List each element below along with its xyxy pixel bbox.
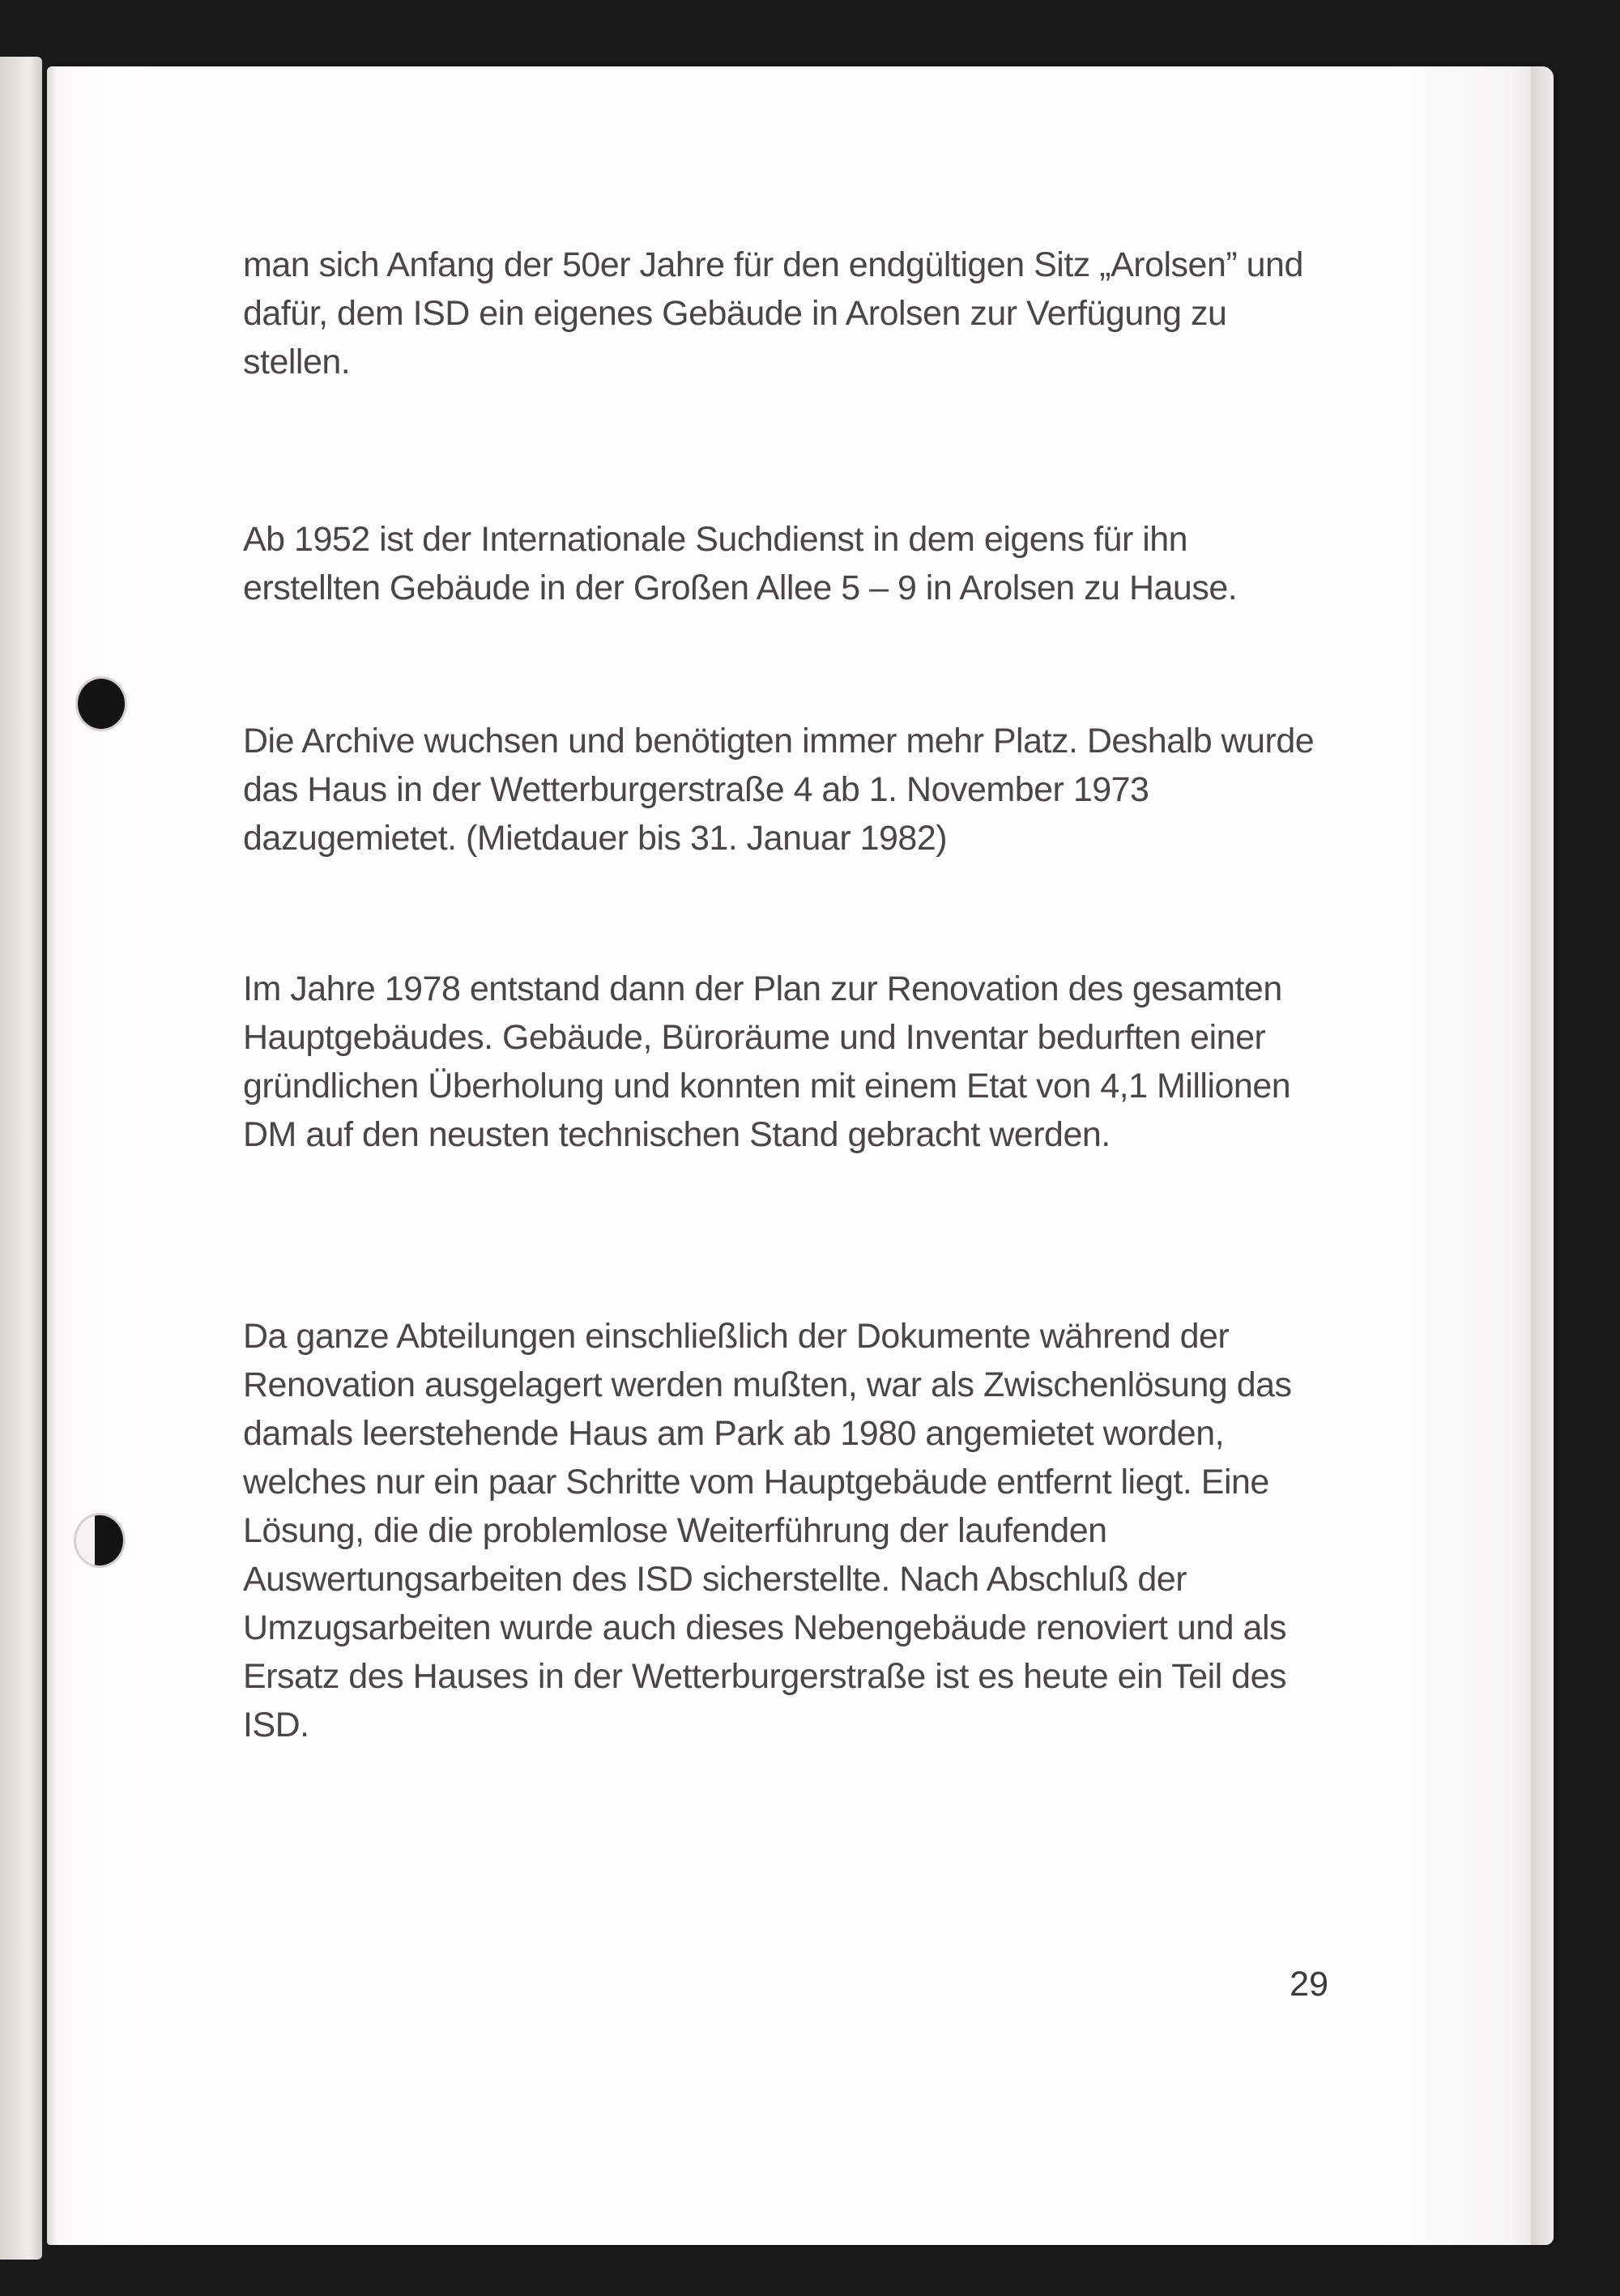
paragraph-building-1952: Ab 1952 ist der Internationale Suchdienst in dem eigens für ihn erstellten Gebäude in der Großen Allee 5 – 9 in Arolsen zu Hause. bbox=[243, 520, 1238, 607]
paragraph-archives-growth: Die Archive wuchsen und benötigten immer mehr Platz. Deshalb wurde das Haus in der Wetterburgerstraße 4 ab 1. November 1973 dazugemietet. (Mietdauer bis 31. Januar 1982) bbox=[243, 722, 1315, 858]
binding-shadow bbox=[47, 66, 58, 2245]
page-edge bbox=[1531, 66, 1554, 2245]
previous-page-edge bbox=[0, 57, 42, 2260]
punch-hole-bottom bbox=[74, 1513, 126, 1568]
page-number: 29 bbox=[1290, 1965, 1328, 2004]
paragraph-renovation-plan: Im Jahre 1978 entstand dann der Plan zur Renovation des gesamten Hauptgebäudes. Gebäude, Büroräume und Inventar bedurften einer gründlichen Überholung und konnten mit einem Etat von 4,1 Millionen DM auf den neusten technischen Stand gebracht werden. bbox=[243, 969, 1291, 1154]
punch-hole-top bbox=[75, 676, 127, 731]
paragraph-arolsen-seat: man sich Anfang der 50er Jahre für den endgültigen Sitz „Arolsen” und dafür, dem ISD ein eigenes Gebäude in Arolsen zur Verfügung zu stellen. bbox=[243, 245, 1303, 381]
paragraph-interim-solution: Da ganze Abteilungen einschließlich der Dokumente während der Renovation ausgelagert werden mußten, war als Zwischenlösung das damals leerstehende Haus am Park ab 1980 angemietet worden, welches nur ein paar Schritte vom Hauptgebäude entfernt liegt. Eine Lösung, die die problemlose Weiterführung der laufenden Auswertungsarbeiten des ISD sicherstellte. Nach Abschluß der Umzugsarbeiten wurde auch dieses Nebengebäude renoviert und als Ersatz des Hauses in der Wetterburgerstraße ist es heute ein Teil des ISD. bbox=[243, 1317, 1292, 1744]
